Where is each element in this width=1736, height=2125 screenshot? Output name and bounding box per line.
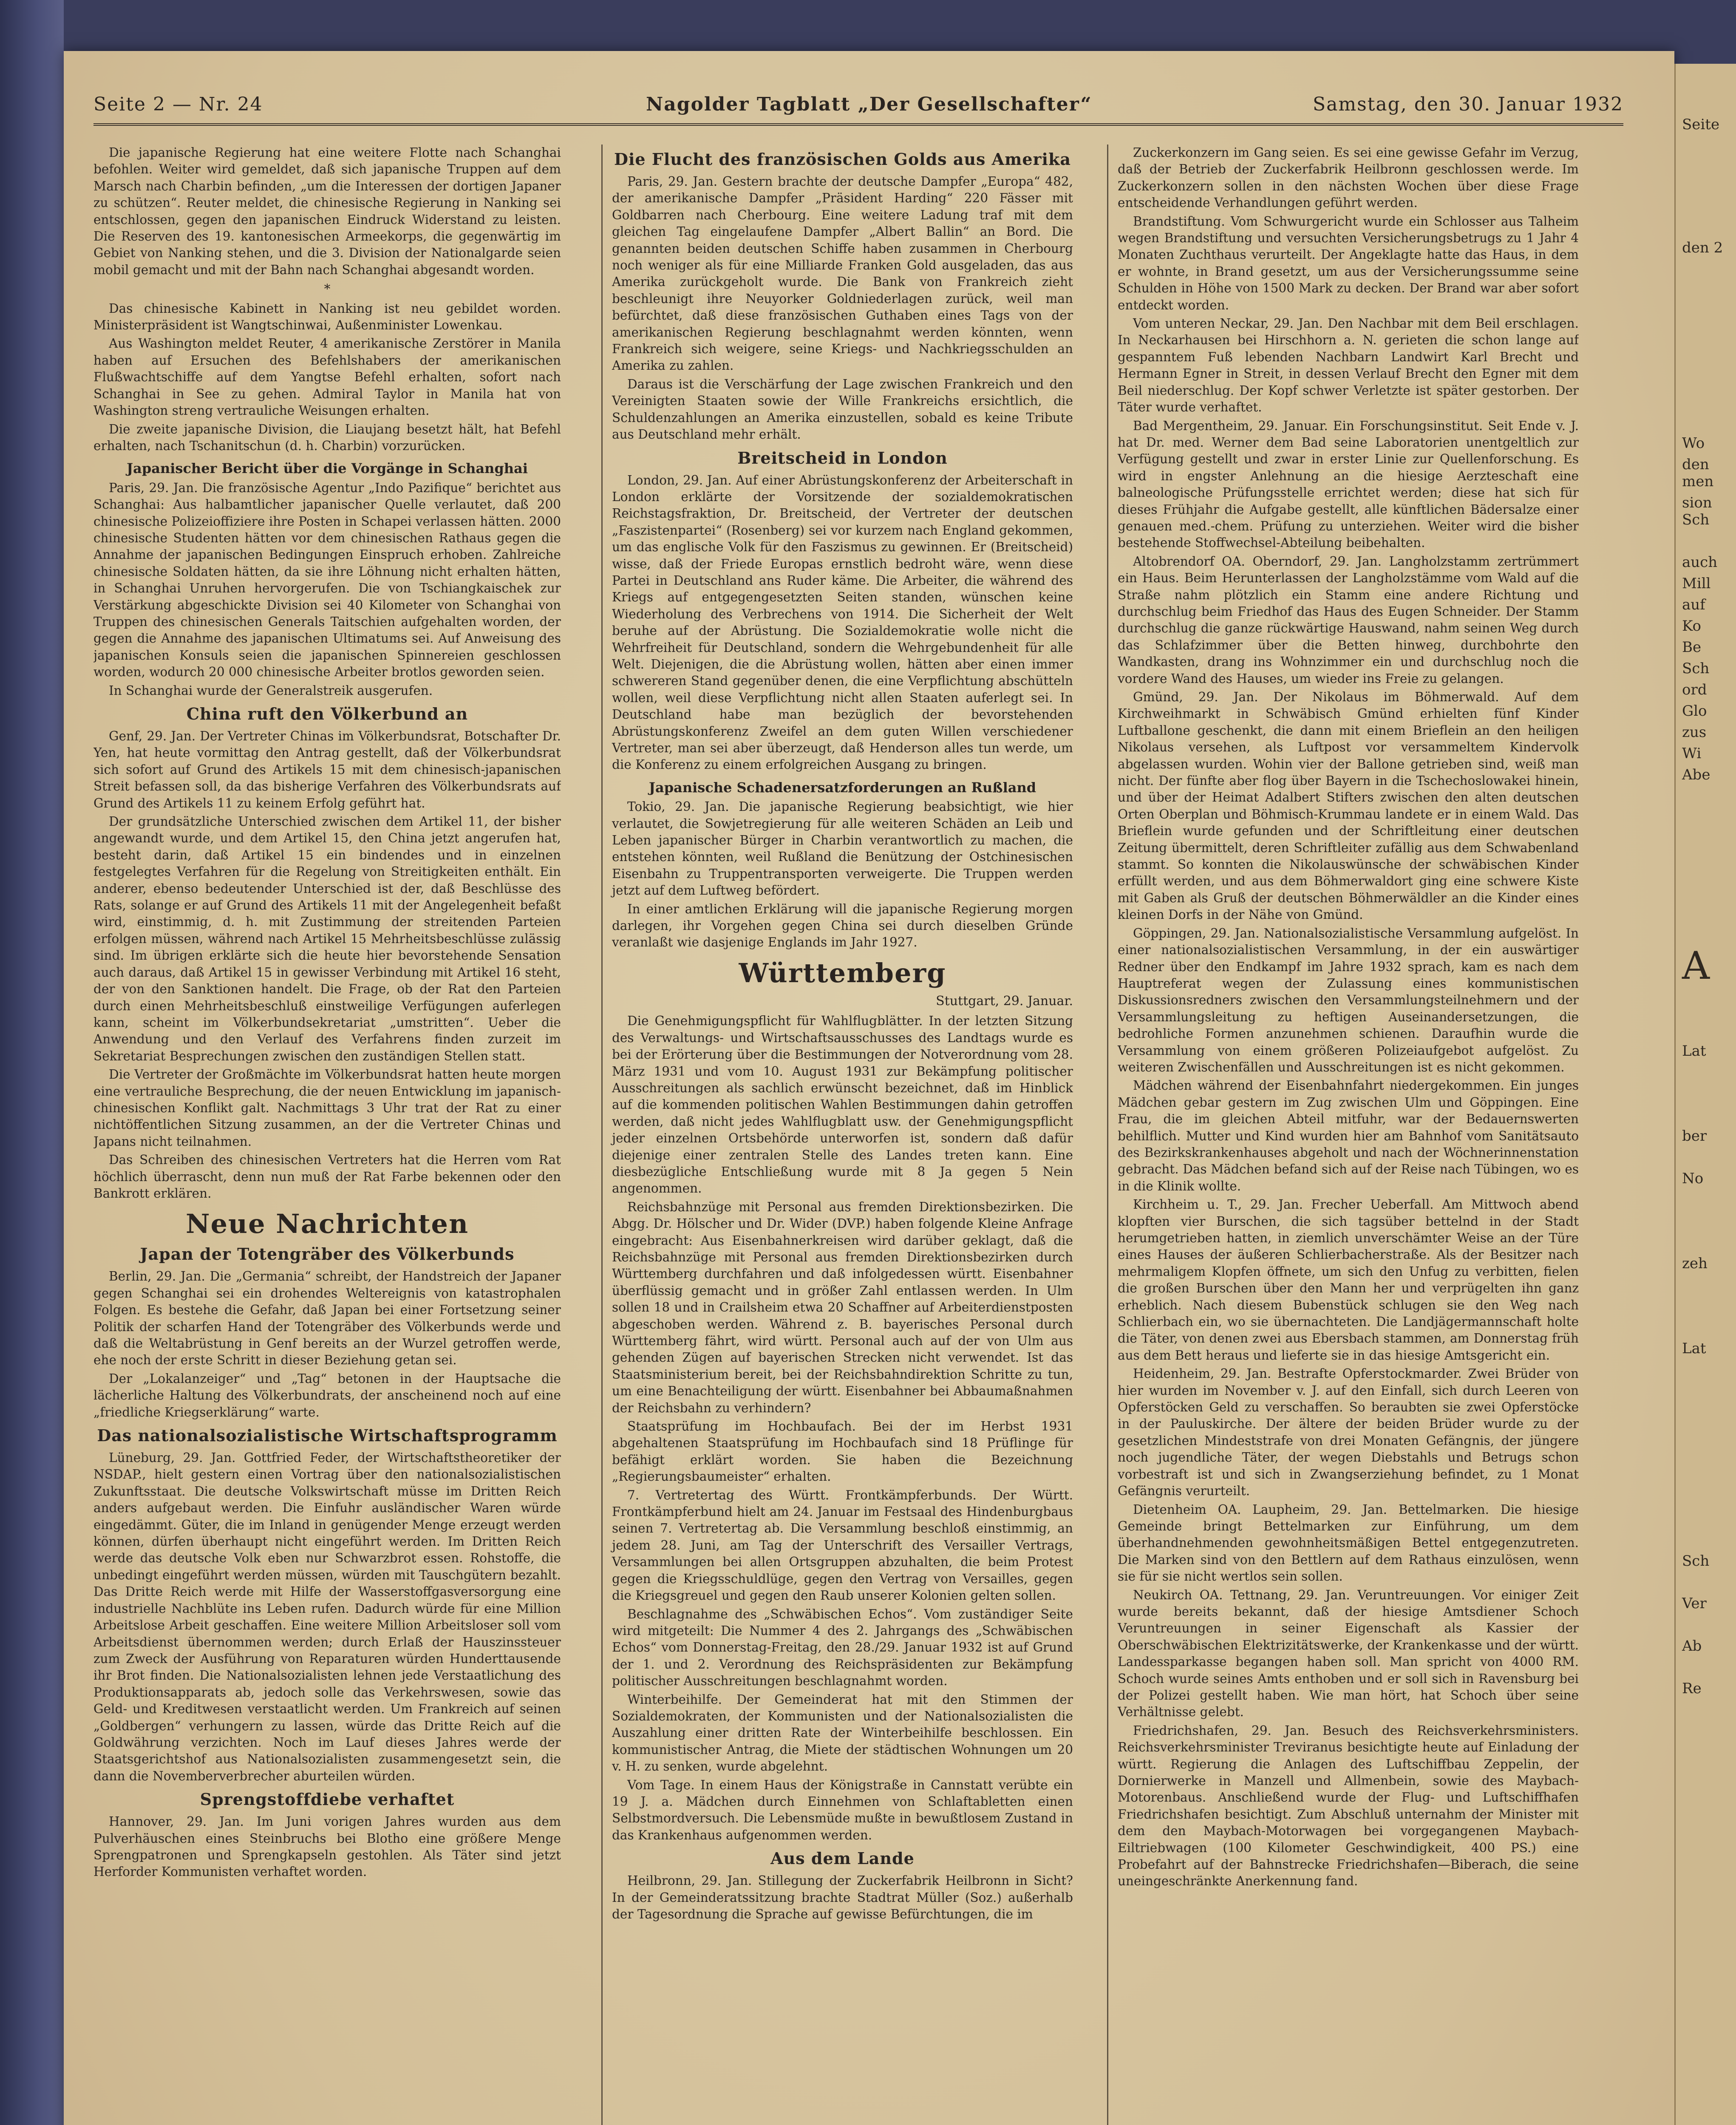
section-heading: Württemberg	[739, 957, 946, 989]
adjacent-page-fragment: sion	[1682, 494, 1712, 511]
masthead	[93, 89, 1623, 126]
adjacent-page-fragment: zeh	[1682, 1255, 1708, 1272]
article-paragraph: Beschlagnahme des „Schwäbischen Echos“. Vom zuständiger Seite wird mitgeteilt: Die Nummer 4 des 2. Jahrgangs des „Schwäbischen Echos“ vom Donnerstag-Freitag, den 28./29. Januar 1932 ist auf Grund der 1. und 2. Verordnung des Reichspräsidenten zur Bekämpfung politischer Ausschreitungen beschlagnahmt worden.	[612, 1606, 1073, 1689]
article-paragraph: Genf, 29. Jan. Der Vertreter Chinas im Völkerbundsrat, Botschafter Dr. Yen, hat heute vormittag den Antrag gestellt, daß der Völkerbundsrat sich sofort auf Grund des Artikels 15 mit dem chinesisch-japanischen Streit befassen soll, da das bisherige Verfahren des Völkerbundsrats auf Grund des Artikels 11 zu keinem Erfolg geführt hat.	[93, 729, 561, 810]
newspaper-page	[64, 51, 1674, 2125]
column-2	[601, 144, 1073, 2125]
article-paragraph: 7. Vertretertag des Württ. Frontkämpferbunds. Der Württ. Frontkämpferbund hielt am 24. Januar im Festsaal des Hindenburgbaus seinen 7. Vertretertag ab. Die Versammlung beschloß einstimmig, an jedem 28. Juni, am Tag der Unterschrift des Versailler Vertrags, Versammlungen bei allen Ortsgruppen abzuhalten, die beim Protest gegen die Kriegsschuldlüge, gegen den Vertrag von Versailles, gegen die Kriegsgreuel und gegen den Raub unserer Kolonien gelten sollen.	[612, 1488, 1073, 1603]
article-paragraph: Aus Washington meldet Reuter, 4 amerikanische Zerstörer in Manila haben auf Ersuchen des Befehlshabers der amerikanischen Flußwachtschiffe auf dem Yangtse Befehl erhalten, sofort nach Schanghai in See zu gehen. Admiral Taylor in Manila hat von Washington streng vertrauliche Weisungen erhalten.	[93, 336, 561, 418]
adjacent-page-fragment: Lat	[1682, 1340, 1706, 1357]
adjacent-page-fragment: Ver	[1682, 1595, 1707, 1612]
article-paragraph: Reichsbahnzüge mit Personal aus fremden Direktionsbezirken. Die Abgg. Dr. Hölscher und Dr. Wider (DVP.) haben folgende Kleine Anfrage eingebracht: Aus Eisenbahnerkreisen wird darüber geklagt, daß die Reichsbahnzüge mit Personal aus fremden Direktionsbezirken durch Württemberg durchfahren und daß infolgedessen württ. Eisenbahner überflüssig gemacht und in größer Zahl entlassen werden. In Ulm sollen 18 und in Crailsheim etwa 20 Schaffner auf Arbeiterdienstposten abgeschoben werden. Während z. B. bayerisches Personal durch Württemberg fährt, wird württ. Personal auch auf der von Ulm aus gehenden Zügen auf bayerischen Strecken nicht verwendet. Ist das Staatsministerium bereit, bei der Reichsbahndirektion Schritte zu tun, um eine Benachteiligung der württ. Eisenbahner bei Abbaumaßnahmen der Reichsbahn zu verhindern?	[612, 1199, 1073, 1415]
article-paragraph: Zuckerkonzern im Gang seien. Es sei eine gewisse Gefahr im Verzug, daß der Betrieb der Zuckerfabrik Heilbronn geschlossen werde. Im Zuckerkonzern sollen in den nächsten Wochen über diese Frage entscheidende Verhandlungen geführt werden.	[1118, 145, 1579, 210]
article-paragraph: Daraus ist die Verschärfung der Lage zwischen Frankreich und den Vereinigten Staaten sowie der Wille Frankreichs ersichtlich, die Schuldenzahlungen an Amerika einzustellen, sobald es keine Tribute aus Deutschland mehr erhält.	[612, 377, 1073, 442]
article-paragraph: Tokio, 29. Jan. Die japanische Regierung beabsichtigt, wie hier verlautet, die Sowjetregierung für alle weiteren Schäden an Leib und Leben japanischer Bürger in Charbin verantwortlich zu machen, die entstehen könnten, weil Rußland die Benützung der Ostchinesischen Eisenbahn zu Truppentransporten verweigerte. Die Truppen werden jetzt auf dem Luftweg befördert.	[612, 799, 1073, 898]
newspaper-title: Nagolder Tagblatt „Der Gesellschafter“	[646, 94, 1092, 115]
article-paragraph: Gmünd, 29. Jan. Der Nikolaus im Böhmerwald. Auf dem Kirchweihmarkt in Schwäbisch Gmünd erhielten fünf Kinder Luftballone geschenkt, die dann mit einem Brieflein an den heiligen Nikolaus versehen, als Luftpost vor versammeltem Kindervolk abgelassen wurden. Wohin vier der Ballone getrieben sind, weiß man nicht. Der fünfte aber flog über Bayern in die Tschechoslowakei hinein, und über der Heimat Adalbert Stifters zwischen den alten deutschen Orten Oberplan und Böhmisch-Krummau landete er in einem Wald. Das Brieflein wurde gefunden und der Schriftleitung einer deutschen Zeitung übermittelt, deren Schriftleiter zufällig aus dem Schwabenland stammt. So konnten die Nikolauswünsche der schwäbischen Kinder erfüllt werden, und aus dem Böhmerwaldort ging eine schwere Kiste mit Gaben als Gruß der deutschen Böhmerwäldler an die Kinder eines kleinen Dorfs in der Nähe von Gmünd.	[1118, 690, 1579, 922]
adjacent-page-fragment: Mill	[1682, 575, 1711, 592]
article-heading: Das nationalsozialistische Wirtschaftsprogramm	[97, 1426, 558, 1445]
book-binding	[0, 0, 64, 2125]
article-paragraph: London, 29. Jan. Auf einer Abrüstungskonferenz der Arbeiterschaft in London erklärte der Vorsitzende der sozialdemokratischen Reichstagsfraktion, Dr. Breitscheid, der Vertreter der deutschen „Faszistenpartei“ (Rosenberg) sei vor kurzem nach England gekommen, um das englische Volk für den Faszismus zu gewinnen. Er (Breitscheid) wisse, daß der Friede Europas ernstlich bedroht wäre, wenn diese Partei in Deutschland ans Ruder käme. Die Arbeiter, die während des Kriegs auf entgegengesetzten Seiten standen, wünschen keine Wiederholung des Verbrechens von 1914. Die Sicherheit der Welt beruhe auf der Abrüstung. Die Sozialdemokratie wolle nicht die Wehrfreiheit für Deutschland, sondern die Wehrgebundenheit für alle Welt. Diejenigen, die die Abrüstung wollen, hätten aber einen immer schwereren Stand gegenüber denen, die eine Verpflichtung abschütteln wollen, weil diese Verpflichtung nicht allen Staaten auferlegt sei. In Deutschland habe man bezüglich der bevorstehenden Abrüstungskonferenz Zweifel an dem guten Willen verschiedener Vertreter, man sei aber überzeugt, daß Henderson alles tun werde, um die Konferenz zu einem erfolgreichen Ausgang zu bringen.	[612, 473, 1073, 772]
adjacent-page-fragment: ber	[1682, 1128, 1707, 1145]
article-paragraph: Kirchheim u. T., 29. Jan. Frecher Ueberfall. Am Mittwoch abend klopften vier Burschen, die sich tagsüber bettelnd in der Stadt herumgetrieben hatten, in ziemlich unverschämter Weise an der Türe eines Hauses der äußeren Schlierbacherstraße. Als der Besitzer nach mehrmaligem Klopfen öffnete, um sich den Unfug zu verbitten, fielen die großen Burschen über den Mann her und verprügelten ihn ganz erheblich. Nach diesem Bubenstück schlugen sie den Weg nach Schlierbach ein, wo sie übernachteten. Die Landjägermannschaft holte die Täter, von denen zwei aus Ebersbach stammen, am Donnerstag früh aus dem Bett heraus und lieferte sie in das hiesige Amtsgericht ein.	[1118, 1197, 1579, 1363]
adjacent-page-fragment: den	[1682, 456, 1709, 473]
article-paragraph: Paris, 29. Jan. Gestern brachte der deutsche Dampfer „Europa“ 482, der amerikanische Dampfer „Präsident Harding“ 220 Fässer mit Goldbarren nach Cherbourg. Eine weitere Ladung traf mit dem gleichen Tag eingelaufene Dampfer „Albert Ballin“ an Bord. Die genannten beiden deutschen Schiffe haben zusammen in Cherbourg noch weniger als für eine Milliarde Franken Gold ausgeladen, das aus Amerika zurückgeholt wurde. Die Bank von Frankreich zieht beschleunigt ihre Neuyorker Goldniederlagen zurück, weil man befürchtet, daß diese französischen Guthaben eines Tags von der amerikanischen Regierung beschlagnahmt werden könnten, wenn Frankreich sich weigere, seine Kriegs- und Nachkriegsschulden an Amerika zu zahlen.	[612, 174, 1073, 373]
adjacent-page-fragment: Sch	[1682, 511, 1710, 528]
article-heading: Die Flucht des französischen Golds aus Amerika	[614, 150, 1071, 169]
article-paragraph: Winterbeihilfe. Der Gemeinderat hat mit den Stimmen der Sozialdemokraten, der Kommunisten und der Nationalsozialisten die Auszahlung einer dritten Rate der Winterbeihilfe beschlossen. Ein kommunistischer Antrag, die Miete der städtischen Wohnungen um 20 v. H. zu senken, wurde abgelehnt.	[612, 1692, 1073, 1774]
article-paragraph: Die zweite japanische Division, die Liaujang besetzt hält, hat Befehl erhalten, nach Tschanitschun (d. h. Charbin) vorzurücken.	[93, 422, 561, 453]
article-paragraph: In einer amtlichen Erklärung will die japanische Regierung morgen darlegen, ihr Vorgehen gegen China sei durch dieselben Gründe veranlaßt wie dasjenige Englands im Jahr 1927.	[612, 901, 1073, 950]
article-paragraph: Das Schreiben des chinesischen Vertreters hat die Herren vom Rat höchlich überrascht, denn nun muß der Rat Farbe bekennen oder den Bankrott erklären.	[93, 1153, 561, 1201]
article-paragraph: Staatsprüfung im Hochbaufach. Bei der im Herbst 1931 abgehaltenen Staatsprüfung im Hochbaufach sind 18 Prüflinge für befähigt erklärt worden. Sie haben die Bezeichnung „Regierungsbaumeister“ erhalten.	[612, 1419, 1073, 1484]
adjacent-page-fragment: den 2	[1682, 239, 1723, 256]
article-paragraph: Paris, 29. Jan. Die französische Agentur „Indo Pazifique“ berichtet aus Schanghai: Aus halbamtlicher japanischer Quelle verlautet, daß 200 chinesische Polizeioffiziere ihre Posten in Schapei verlassen hätten. 2000 chinesische Studenten hätten vor dem chinesischen Rathaus gegen die Annahme der japanischen Bedingungen Einspruch erhoben. Zahlreiche chinesische Soldaten hätten, da sie ihre Löhnung nicht erhalten hätten, in Schanghai Unruhen hervorgerufen. Die von Tschiangkaischek zur Verstärkung abgeschickte Division sei 40 Kilometer von Schanghai von Truppen des chinesischen Generals Taitschien aufgehalten worden, der gegen die Annahme des japanischen Ultimatums sei. Auf Anweisung des japanischen Konsuls seien die japanischen Spinnereien geschlossen worden, wodurch 20 000 chinesische Arbeiter brotlos geworden seien.	[93, 480, 561, 680]
article-paragraph: Altobrendorf OA. Oberndorf, 29. Jan. Langholzstamm zertrümmert ein Haus. Beim Herunterlassen der Langholzstämme vom Wald auf die Straße nahm plötzlich ein Stamm eine andere Richtung und durchschlug beim Friedhof das Haus des Eugen Schneider. Der Stamm durchschlug die ganze rückwärtige Hauswand, nahm seinen Weg durch das Schlafzimmer über die Betten hinweg, durchbohrte den Wandkasten, drang ins Wohnzimmer ein und durchschlug noch die vordere Wand des Hauses, um wieder ins Freie zu gelangen.	[1118, 554, 1579, 686]
column-3	[1107, 144, 1579, 2125]
section-heading: Neue Nachrichten	[185, 1208, 469, 1240]
separator-star: *	[324, 282, 331, 297]
article-paragraph: Lüneburg, 29. Jan. Gottfried Feder, der Wirtschaftstheoretiker der NSDAP., hielt gestern einen Vortrag über den nationalsozialistischen Zukunftsstaat. Die deutsche Volkswirtschaft müsse im Dritten Reich anders aufgebaut werden. Die Einfuhr ausländischer Waren würde eingedämmt. Güter, die im Inland in genügender Menge erzeugt werden können, dürfen überhaupt nicht eingeführt werden. Im Dritten Reich werde das deutsche Volk eben nur Schwarzbrot essen. Rohstoffe, die unbedingt eingeführt werden müssen, würden mit Tauschgütern bezahlt. Das Dritte Reich werde mit Hilfe der Wasserstoffgasversorgung eine industrielle Nachblüte ins Leben rufen. Dadurch würde für eine Million Arbeitslose Arbeit geschaffen. Eine weitere Million Arbeitsloser soll vom Arbeitsdienst übernommen werden; durch Erlaß der Hauszinssteuer zum Zweck der Ausführung von Reparaturen würden Hunderttausende ihr Brot finden. Die Nationalsozialisten lehnen jede Verstaatlichung des Produktionsapparats ab, jedoch solle das Verkehrswesen, sowie das Geld- und Kreditwesen verstaatlicht werden. Um Frankreich auf seinen „Goldbergen“ verhungern zu lassen, würde das Dritte Reich auf die Goldwährung verzichten. Noch im Lauf dieses Jahres werde der Staatsgerichtshof aus Nationalsozialisten zusammengesetzt sein, die dann die Novemberverbrecher aburteilen würden.	[93, 1451, 561, 1783]
article-paragraph: Vom unteren Neckar, 29. Jan. Den Nachbar mit dem Beil erschlagen. In Neckarhausen bei Hirschhorn a. N. gerieten die schon lange auf gespanntem Fuß lebenden Nachbarn Landwirt Karl Brecht und Hermann Egner in Streit, in dessen Verlauf Brecht den Egner mit dem Beil niederschlug. Der Kopf schwer Verletzte ist später gestorben. Der Täter wurde verhaftet.	[1118, 316, 1579, 415]
article-paragraph: Vom Tage. In einem Haus der Königstraße in Cannstatt verübte ein 19 J. a. Mädchen durch Einnehmen von Schlaftabletten einen Selbstmordversuch. Die Lebensmüde mußte in bewußtlosem Zustand in das Krankenhaus aufgenommen werden.	[612, 1777, 1073, 1842]
dateline: Stuttgart, 29. Januar.	[936, 993, 1073, 1009]
article-paragraph: Das chinesische Kabinett in Nanking ist neu gebildet worden. Ministerpräsident ist Wangtschinwai, Außenminister Lowenkau.	[93, 301, 561, 333]
article-paragraph: Mädchen während der Eisenbahnfahrt niedergekommen. Ein junges Mädchen gebar gestern im Zug zwischen Ulm und Göppingen. Eine Frau, die im gleichen Abteil mitfuhr, war der Bedauernswerten behilflich. Mutter und Kind wurden hier am Bahnhof vom Sanitätsauto des Bezirkskrankenhauses abgeholt und nach der Wöchnerinnenstation gebracht. Das Mädchen befand sich auf der Reise nach Tübingen, wo es in die Klinik wollte.	[1118, 1078, 1579, 1193]
article-paragraph: In Schanghai wurde der Generalstreik ausgerufen.	[109, 683, 433, 698]
adjacent-page-fragment: zus	[1682, 724, 1707, 741]
adjacent-page-fragment: A	[1682, 944, 1710, 988]
adjacent-page-fragment: Abe	[1682, 766, 1711, 783]
adjacent-page-fragment: Be	[1682, 639, 1702, 656]
adjacent-page-edge	[1674, 64, 1736, 2125]
article-heading: China ruft den Völkerbund an	[186, 704, 468, 723]
adjacent-page-fragment: ord	[1682, 681, 1707, 698]
adjacent-page-fragment: Ko	[1682, 618, 1701, 635]
article-heading: Japanischer Bericht über die Vorgänge in Schanghai	[127, 460, 528, 477]
adjacent-page-fragment: Lat	[1682, 1043, 1706, 1060]
article-paragraph: Berlin, 29. Jan. Die „Germania“ schreibt, der Handstreich der Japaner gegen Schanghai sei ein drohendes Weltereignis von katastrophalen Folgen. Es bestehe die Gefahr, daß Japan bei einer Fortsetzung seiner Politik der scharfen Hand der Totengräber des Völkerbunds werde und daß die Weltabrüstung in Genf bereits an der Wurzel getroffen werde, ehe noch der erste Schritt in dieser Beziehung getan sei.	[93, 1269, 561, 1368]
adjacent-page-fragment: No	[1682, 1170, 1704, 1187]
article-heading: Japanische Schadenersatzforderungen an Rußland	[649, 779, 1037, 796]
adjacent-page-fragment: Wo	[1682, 435, 1705, 452]
article-paragraph: Brandstiftung. Vom Schwurgericht wurde ein Schlosser aus Talheim wegen Brandstiftung und versuchten Versicherungsbetrugs zu 1 Jahr 4 Monaten Zuchthaus verurteilt. Der Angeklagte hatte das Haus, in dem er wohnte, in Brand gesetzt, um aus der Versicherungssumme seine Schulden in Höhe von 1500 Mark zu decken. Der Brand war aber sofort entdeckt worden.	[1118, 214, 1579, 312]
adjacent-page-fragment: men	[1682, 473, 1714, 490]
article-heading: Aus dem Lande	[770, 1849, 915, 1868]
adjacent-page-fragment: Seite	[1682, 116, 1720, 133]
column-1	[93, 144, 561, 2125]
adjacent-page-fragment: Re	[1682, 1680, 1702, 1697]
article-paragraph: Die Vertreter der Großmächte im Völkerbundsrat hatten heute morgen eine vertrauliche Besprechung, die der neuen Entwicklung im japanisch-chinesischen Konflikt galt. Nachmittags 3 Uhr trat der Rat zu einer nichtöffentlichen Sitzung zusammen, an der die Vertreter Chinas und Japans nicht teilnahmen.	[93, 1067, 561, 1149]
adjacent-page-fragment: Sch	[1682, 1553, 1710, 1570]
article-paragraph: Die japanische Regierung hat eine weitere Flotte nach Schanghai befohlen. Weiter wird gemeldet, daß sich japanische Truppen auf dem Marsch nach Charbin befinden, „um die Interessen der dortigen Japaner zu schützen“. Reuter meldet, die chinesische Regierung in Nanking sei entschlossen, gegen den japanischen Eindruck Widerstand zu leisten. Die Reserven des 19. kantonesischen Armeekorps, die gegenwärtig im Gebiet von Nanking stehen, und die 3. Division der Nationalgarde seien mobil gemacht und mit der Bahn nach Schanghai abgesandt worden.	[93, 145, 561, 277]
adjacent-page-fragment: Glo	[1682, 703, 1707, 720]
article-paragraph: Der „Lokalanzeiger“ und „Tag“ betonen in der Hauptsache die lächerliche Haltung des Völkerbundrats, der anscheinend noch auf eine „friedliche Kriegserklärung“ warte.	[93, 1371, 561, 1420]
article-paragraph: Neukirch OA. Tettnang, 29. Jan. Veruntreuungen. Vor einiger Zeit wurde bereits bekannt, daß der hiesige Amtsdiener Schoch Veruntreuungen in seiner Eigenschaft als Kassier der Oberschwäbischen Elektrizitätswerke, der Krankenkasse und der württ. Landessparkasse begangen haben soll. Man spricht von 4000 RM. Schoch wurde seines Amts enthoben und er soll sich in Ravensburg bei der Polizei gestellt haben. Wie man hört, hat Schoch über seine Verhältnisse gelebt.	[1118, 1587, 1579, 1720]
article-heading: Sprengstoffdiebe verhaftet	[200, 1790, 455, 1809]
article-paragraph: Göppingen, 29. Jan. Nationalsozialistische Versammlung aufgelöst. In einer nationalsozialistischen Versammlung, in der ein auswärtiger Redner über den Endkampf im Jahre 1932 sprach, kam es nach dem Hauptreferat wegen der Zulassung eines kommunistischen Diskussionsredners zwischen den Versammlungsteilnehmern und der Versammlungsleitung zu heftigen Auseinandersetzungen, die bedrohliche Formen anzunehmen schienen. Daraufhin wurde die Versammlung von einem größeren Polizeiaufgebot aufgelöst. Zu weiteren Zwischenfällen und Ausschreitungen ist es nicht gekommen.	[1118, 926, 1579, 1074]
article-paragraph: Die Genehmigungspflicht für Wahlflugblätter. In der letzten Sitzung des Verwaltungs- und Wirtschaftsausschusses des Landtags wurde es bei der Erörterung über die Bestimmungen der Notverordnung vom 28. März 1931 und vom 10. August 1931 zur Bekämpfung politischer Ausschreitungen als sachlich erwünscht bezeichnet, daß im Hinblick auf die kommenden politischen Wahlen Bestimmungen dahin getroffen werden, daß nicht jedes Wahlflugblatt usw. der Genehmigungspflicht jeder einzelnen Ortsbehörde unterworfen ist, sondern daß dafür diejenige einer zentralen Stelle des Landes treten kann. Eine diesbezügliche Entschließung wurde mit 8 Ja gegen 5 Nein angenommen.	[612, 1014, 1073, 1196]
adjacent-page-fragment: Wi	[1682, 745, 1702, 762]
article-heading: Breitscheid in London	[737, 448, 948, 468]
issue-date: Samstag, den 30. Januar 1932	[1313, 94, 1623, 115]
article-paragraph: Friedrichshafen, 29. Jan. Besuch des Reichsverkehrsministers. Reichsverkehrsminister Treviranus besichtigte heute auf Einladung der württ. Regierung die Anlagen des Luftschiffbau Zeppelin, der Dornierwerke in Manzell und Allmenbein, sowie des Maybach-Motorenbaus. Anschließend wurde der Flug- und Luftschiffhafen Friedrichshafen besichtigt. Zum Abschluß unternahm der Minister mit dem den Maybach-Motorwagen bei vorgegangenen Maybach-Eiltriebwagen (100 Kilometer Geschwindigkeit, 400 PS.) eine Probefahrt auf der Bahnstrecke Friedrichshafen—Biberach, die seine uneingeschränkte Anerkennung fand.	[1118, 1723, 1579, 1889]
page-number: Seite 2 — Nr. 24	[93, 94, 263, 115]
adjacent-page-fragment: Ab	[1682, 1638, 1702, 1655]
article-paragraph: Heidenheim, 29. Jan. Bestrafte Opferstockmarder. Zwei Brüder von hier wurden im November v. J. auf den Einfall, sich durch Leeren von Opferstöcken Geld zu verschaffen. So beraubten sie zwei Opferstöcke in der Pauluskirche. Der ältere der beiden Brüder wurde zu der gesetzlichen Mindeststrafe von drei Monaten Gefängnis, der jüngere noch jugendliche Täter, der wegen Diebstahls und Betrugs schon vorbestraft ist und sich in Zwangserziehung befindet, zu 1 Monat Gefängnis verurteilt.	[1118, 1366, 1579, 1499]
article-paragraph: Heilbronn, 29. Jan. Stillegung der Zuckerfabrik Heilbronn in Sicht? In der Gemeinderatssitzung brachte Stadtrat Müller (Soz.) außerhalb der Tagesordnung die Sprache auf gewisse Befürchtungen, die im	[612, 1873, 1073, 1921]
adjacent-page-fragment: auf	[1682, 596, 1705, 613]
adjacent-page-fragment: Sch	[1682, 660, 1710, 677]
article-paragraph: Hannover, 29. Jan. Im Juni vorigen Jahres wurden aus dem Pulverhäuschen eines Steinbruchs bei Blotho eine größere Menge Sprengpatronen und Sprengkapseln gestohlen. Als Täter sind jetzt Herforder Kommunisten verhaftet worden.	[93, 1814, 561, 1879]
adjacent-page-fragment: auch	[1682, 554, 1718, 571]
article-paragraph: Dietenheim OA. Laupheim, 29. Jan. Bettelmarken. Die hiesige Gemeinde bringt Bettelmarken zur Einführung, um dem überhandnehmenden gewohnheitsmäßigen Bettel entgegenzutreten. Die Marken sind von den Bettlern auf dem Rathaus einzulösen, wenn sie für sie nicht wertlos sein sollen.	[1118, 1502, 1579, 1584]
article-paragraph: Der grundsätzliche Unterschied zwischen dem Artikel 11, der bisher angewandt wurde, und dem Artikel 15, den China jetzt angerufen hat, besteht darin, daß Artikel 15 ein bindendes und in einzelnen festgelegtes Verfahren für die Regelung von Streitigkeiten enthält. Ein anderer, ebenso bedeutender Unterschied ist der, daß Beschlüsse des Rats, solange er auf Grund des Artikels 11 mit der Angelegenheit befaßt wird, einstimmig, d. h. mit Zustimmung der streitenden Parteien erfolgen müssen, während nach Artikel 15 Mehrheitsbeschlüsse zulässig sind. Im übrigen erklärte sich die heute hier bevorstehende Sensation auch daraus, daß Artikel 15 in gewisser Verbindung mit Artikel 16 steht, der von den Sanktionen handelt. Die Frage, ob der Rat den Parteien durch einen Mehrheitsbeschluß einstweilige Verfügungen auferlegen kann, scheint im Völkerbundsekretariat „umstritten“. Ueber die Anwendung und den Verlauf des Verfahrens finden zurzeit im Sekretariat Besprechungen zwischen den zuständigen Stellen statt.	[93, 814, 561, 1063]
article-heading: Japan der Totengräber des Völkerbunds	[140, 1244, 515, 1264]
article-paragraph: Bad Mergentheim, 29. Januar. Ein Forschungsinstitut. Seit Ende v. J. hat Dr. med. Werner dem Bad seine Laboratorien unentgeltlich zur Verfügung gestellt und zwar in erster Linie zur Quellenforschung. Es wird in engster Anlehnung an die hiesige Aerzteschaft eine balneologische Prüfungsstelle errichtet werden; diese hat sich für dieses Frühjahr die Aufgabe gestellt, alle künftlichen Bädersalze einer genauen med.-chem. Prüfung zu unterziehen. Weiter wird die bisher bestehende Stoffwechsel-Abteilung beibehalten.	[1118, 418, 1579, 550]
